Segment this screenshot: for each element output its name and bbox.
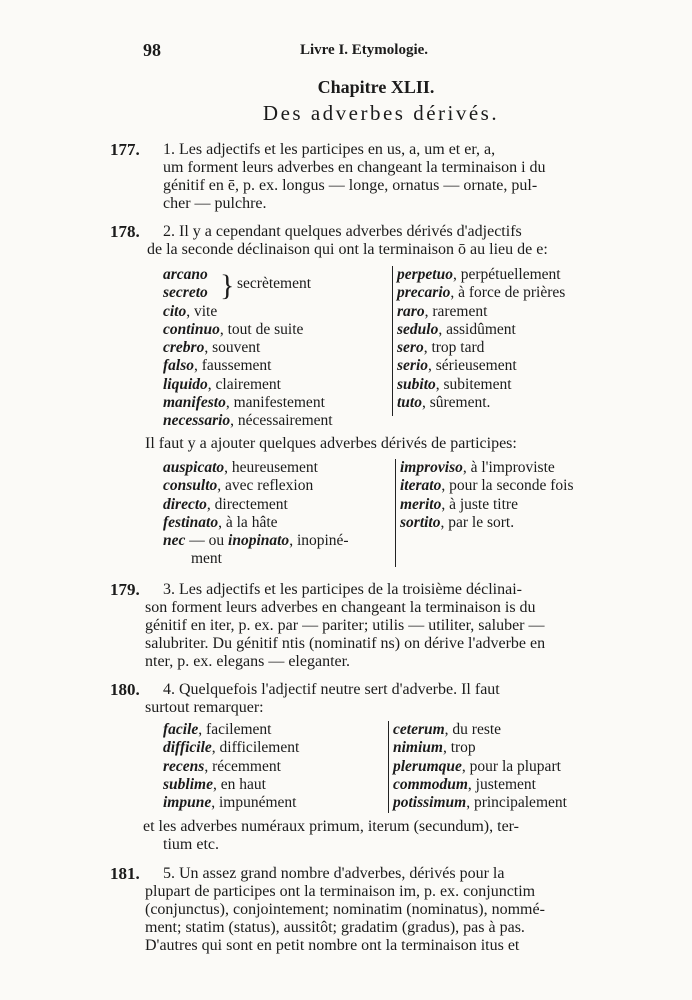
p181-line: ment; statim (status), aussitôt; gradatim (gradus), pas à pas. bbox=[145, 919, 525, 936]
p179-line: son forment leurs adverbes en changeant la terminaison is du bbox=[145, 599, 536, 616]
participles-intro: Il faut y a ajouter quelques adverbes dérivés de participes: bbox=[145, 435, 517, 452]
list-item: ment bbox=[191, 550, 222, 568]
list-item: precario, à force de prières bbox=[397, 284, 566, 302]
list-item: sortito, par le sort. bbox=[400, 513, 515, 531]
p177-line: 1. Les adjectifs et les participes en us, a, um et er, a, bbox=[163, 141, 496, 158]
p179-line: nter, p. ex. elegans — eleganter. bbox=[145, 653, 351, 670]
list-item: manifesto, manifestement bbox=[163, 394, 325, 412]
p177-line: cher — pulchre. bbox=[163, 195, 267, 212]
list-item: sedulo, assidûment bbox=[397, 320, 516, 338]
paragraph-180 bbox=[145, 681, 638, 717]
adverb-list-178 bbox=[163, 266, 623, 436]
list-item: potissimum, principalement bbox=[393, 794, 567, 812]
adverb-list-participles bbox=[163, 459, 623, 574]
page-number: 98 bbox=[143, 40, 161, 60]
p178-line: de la seconde déclinaison qui ont la terminaison ō au lieu de e: bbox=[147, 241, 548, 258]
brace-symbol: } bbox=[220, 269, 235, 302]
chapter-title: Des adverbes dérivés. bbox=[262, 101, 500, 125]
p180-line: surtout remarquer: bbox=[145, 699, 264, 716]
chapter-number: Chapitre XLII. bbox=[317, 77, 435, 97]
list-item: falso, faussement bbox=[163, 357, 272, 375]
list-item: subito, subitement bbox=[397, 375, 512, 393]
p181-line: 5. Un assez grand nombre d'adverbes, dérivés pour la bbox=[163, 865, 505, 882]
list-item: commodum, justement bbox=[393, 775, 536, 793]
list-item: necessario, nécessairement bbox=[163, 412, 333, 430]
list-item: directo, directement bbox=[163, 495, 288, 513]
adverb-list-178-left bbox=[163, 266, 393, 431]
p179-line: 3. Les adjectifs et les participes de la troisième déclinai- bbox=[163, 581, 522, 598]
list-item: impune, impunément bbox=[163, 794, 297, 812]
list-item: crebro, souvent bbox=[163, 339, 261, 357]
list-item: serio, sérieusement bbox=[397, 357, 517, 375]
list-item: recens, récemment bbox=[163, 757, 281, 775]
p177-line: um forment leurs adverbes en changeant la terminaison i du bbox=[163, 159, 546, 176]
p181-line: D'autres qui sont en petit nombre ont la terminaison itus et bbox=[145, 937, 520, 954]
brace-gloss: secrètement bbox=[237, 275, 312, 292]
list-item: festinato, à la hâte bbox=[163, 513, 278, 531]
p179-line: salubriter. Du génitif ntis (nominatif ns) on dérive l'adverbe en bbox=[145, 635, 546, 652]
p177-line: génitif en ē, p. ex. longus — longe, ornatus — ornate, pul- bbox=[163, 177, 538, 194]
list-item: nec — ou inopinato, inopiné- bbox=[163, 532, 349, 550]
list-item: nimium, trop bbox=[393, 739, 476, 757]
participles-left bbox=[163, 459, 395, 569]
list-item: improviso, à l'improviste bbox=[400, 459, 555, 476]
list-item: consulto, avec reflexion bbox=[163, 477, 314, 495]
adverb-list-180 bbox=[163, 721, 623, 816]
list-item: tuto, sûrement. bbox=[397, 394, 491, 412]
list-item: continuo, tout de suite bbox=[163, 320, 304, 338]
list-item: auspicato, heureusement bbox=[163, 459, 318, 476]
p178-line: 2. Il y a cependant quelques adverbes dérivés d'adjectifs bbox=[163, 223, 522, 240]
list-item: raro, rarement bbox=[397, 302, 488, 320]
p180-line: 4. Quelquefois l'adjectif neutre sert d'adverbe. Il faut bbox=[163, 681, 500, 698]
paragraph-number-179: 179. bbox=[110, 580, 140, 599]
adverb-list-180-right bbox=[388, 721, 628, 813]
paragraph-number-177: 177. bbox=[110, 140, 140, 159]
list-item: sero, trop tard bbox=[397, 339, 485, 357]
list-item: ceterum, du reste bbox=[393, 721, 502, 738]
p179-line: génitif en iter, p. ex. par — pariter; utilis — utiliter, saluber — bbox=[145, 617, 545, 634]
numerals-line: tium etc. bbox=[163, 836, 219, 853]
list-item: liquido, clairement bbox=[163, 375, 281, 393]
list-item: cito, vite bbox=[163, 302, 218, 320]
paragraph-178 bbox=[147, 223, 638, 259]
brace-item-arcano: arcano bbox=[163, 266, 208, 283]
paragraph-number-178: 178. bbox=[110, 222, 140, 241]
list-item: iterato, pour la seconde fois bbox=[400, 477, 574, 495]
numeral-adverbs bbox=[143, 818, 638, 854]
participles-right bbox=[395, 459, 628, 567]
p181-line: plupart de participes ont la terminaison im, p. ex. conjunctim bbox=[145, 883, 536, 900]
paragraph-number-181: 181. bbox=[110, 864, 140, 883]
list-item: plerumque, pour la plupart bbox=[393, 757, 561, 775]
numerals-line: et les adverbes numéraux primum, iterum (secundum), ter- bbox=[143, 818, 519, 835]
adverb-list-178-right bbox=[392, 266, 627, 416]
paragraph-181 bbox=[145, 865, 638, 955]
paragraph-177 bbox=[163, 141, 638, 213]
paragraph-179 bbox=[145, 581, 638, 671]
list-item: perpetuo, perpétuellement bbox=[397, 266, 561, 283]
p181-line: (conjunctus), conjointement; nominatim (nominatus), nommé- bbox=[145, 901, 545, 918]
list-item: difficile, difficilement bbox=[163, 739, 300, 757]
paragraph-number-180: 180. bbox=[110, 680, 140, 699]
list-item: sublime, en haut bbox=[163, 775, 266, 793]
list-item: facile, facilement bbox=[163, 721, 272, 738]
adverb-list-180-left bbox=[163, 721, 388, 812]
brace-item-secreto: secreto bbox=[163, 284, 208, 302]
page-header bbox=[0, 40, 692, 62]
running-title: Livre I. Etymologie. bbox=[300, 42, 429, 58]
list-item: merito, à juste titre bbox=[400, 495, 518, 513]
